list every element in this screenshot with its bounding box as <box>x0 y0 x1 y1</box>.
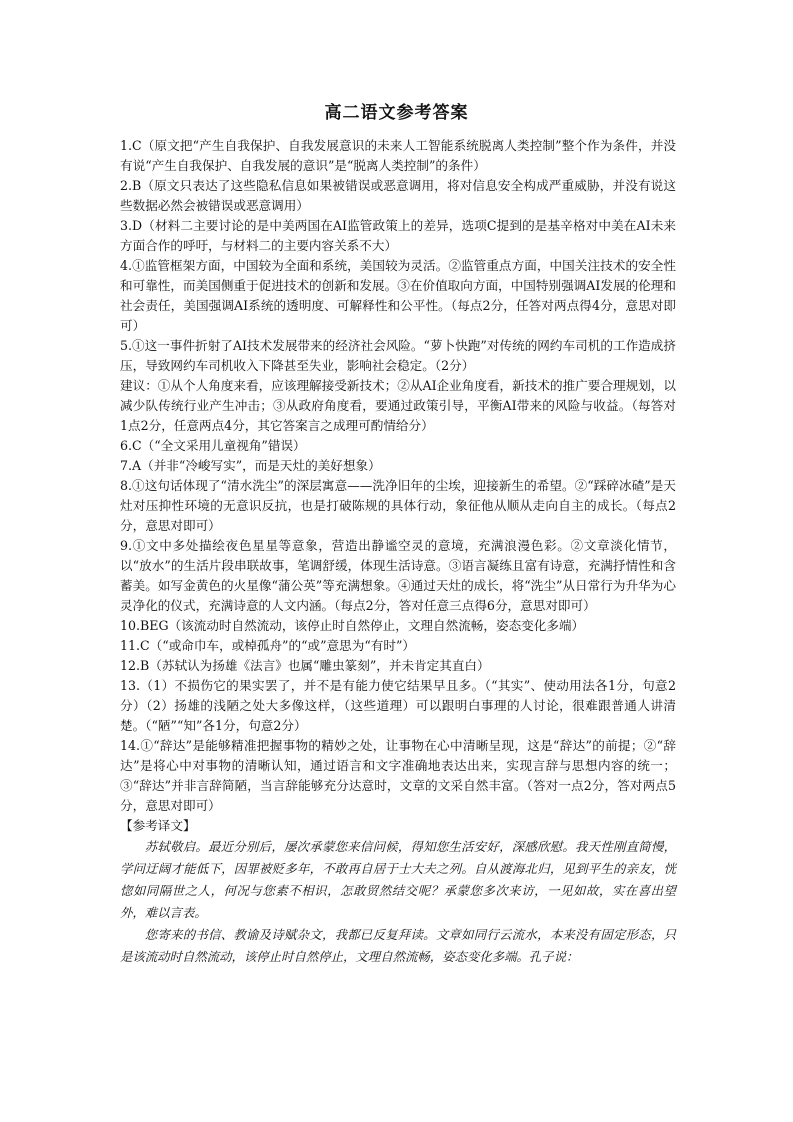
answer-6: 6.C（“全文采用儿童视角”错误） <box>120 438 306 453</box>
translation-paragraph: 您寄来的书信、教谕及诗赋杂文，我都已反复拜读。文章如同行云流水，本来没有固定形态，只是该流动时自然流动，该停止时自然停止，文理自然流畅，姿态变化多端。孔子说： <box>120 927 676 964</box>
answer-9: 9.①文中多处描绘夜色星星等意象，营造出静谧空灵的意境，充满浪漫色彩。②文章淡化情节，以“放水”的生活片段串联故事，笔调舒缓，体现生活诗意。③语言凝练且富有诗意，充满抒情性和含蓄美。如写金黄色的火星像“蒲公英”等充满想象。④通过天灶的成长，将“洗尘”从日常行为升华为心灵净化的仪式，充满诗意的人文内涵。（每点2分，答对任意三点得6分，意思对即可） <box>120 538 676 613</box>
answer-7: 7.A（并非“冷峻写实”，而是天灶的美好想象） <box>120 458 381 473</box>
answer-10: 10.BEG（该流动时自然流动，该停止时自然停止，文理自然流畅，姿态变化多端） <box>120 618 585 633</box>
answer-content <box>120 136 676 968</box>
answer-8: 8.①这句话体现了“清水洗尘”的深层寓意——洗净旧年的尘埃，迎接新生的希望。②“踩碎冰碴”是天灶对压抑性环境的无意识反抗，也是打破陈规的具体行动，象征他从顺从走向自主的成长。（每点2分，意思对即可） <box>120 478 676 533</box>
translation-paragraph: 苏轼敬启。最近分别后，屡次承蒙您来信问候，得知您生活安好，深感欣慰。我天性刚直简慢，学问迂阔才能低下，因罪被贬多年，不敢再自居于士大夫之列。自从渡海北归，见到平生的亲友，恍惚如同隔世之人，何况与您素不相识，怎敢贸然结交呢？承蒙您多次来访，一见如故，实在喜出望外，难以言表。 <box>120 839 676 920</box>
answer-11: 11.C（“或命巾车，或棹孤舟”的“或”意思为“有时”） <box>120 638 415 653</box>
answer-14: 14.①“辞达”是能够精准把握事物的精妙之处，让事物在心中清晰呈现，这是“辞达”的前提；②“辞达”是将心中对事物的清晰认知，通过语言和文字准确地表达出来，实现言辞与思想内容的统一；③“辞达”并非言辞简陋，当言辞能够充分达意时，文章的文采自然丰富。（答对一点2分，答对两点5分，意思对即可） <box>120 738 676 813</box>
page-title: 高二语文参考答案 <box>324 103 469 123</box>
answer-4: 4.①监管框架方面，中国较为全面和系统，美国较为灵活。②监管重点方面，中国关注技术的安全性和可靠性，而美国侧重于促进技术的创新和发展。③在价值取向方面，中国特别强调AI发展的伦理和社会责任，美国强调AI系统的透明度、可解释性和公平性。（每点2分，任答对两点得4分，意思对即可） <box>120 258 676 333</box>
answer-12: 12.B（苏轼认为扬雄《法言》也属“雕虫篆刻”，并未肯定其直白） <box>120 658 490 673</box>
answer-1: 1.C（原文把“产生自我保护、自我发展意识的未来人工智能系统脱离人类控制”整个作为条件，并没有说“产生自我保护、自我发展的意识”是“脱离人类控制”的条件） <box>120 138 676 173</box>
answer-5: 5.①这一事件折射了AI技术发展带来的经济社会风险。“萝卜快跑”对传统的网约车司机的工作造成挤压，导致网约车司机收入下降甚至失业，影响社会稳定。（2分） <box>120 338 676 373</box>
reference-translation-heading: 【参考译文】 <box>120 818 196 833</box>
answer-5-suggestion: 建议：①从个人角度来看，应该理解接受新技术；②从AI企业角度看，新技术的推广要合理规划，以减少队传统行业产生冲击；③从政府角度看，要通过政策引导，平衡AI带来的风险与收益。（每答对1点2分，任意两点4分，其它答案言之成理可酌情给分） <box>120 378 676 433</box>
answer-2: 2.B（原文只表达了这些隐私信息如果被错误或恶意调用，将对信息安全构成严重威胁，并没有说这些数据必然会被错误或恶意调用） <box>120 178 676 213</box>
answer-13: 13.（1）不损伤它的果实罢了，并不是有能力使它结果早且多。（“其实”、使动用法各1分，句意2分）（2）扬雄的浅陋之处大多像这样，（这些道理）可以跟明白事理的人讨论，很难跟普通人讲清楚。（“陋”“知”各1分，句意2分） <box>120 678 676 733</box>
answer-3: 3.D（材料二主要讨论的是中美两国在AI监管政策上的差异，选项C提到的是基辛格对中美在AI未来方面合作的呼吁，与材料二的主要内容关系不大） <box>120 218 676 253</box>
